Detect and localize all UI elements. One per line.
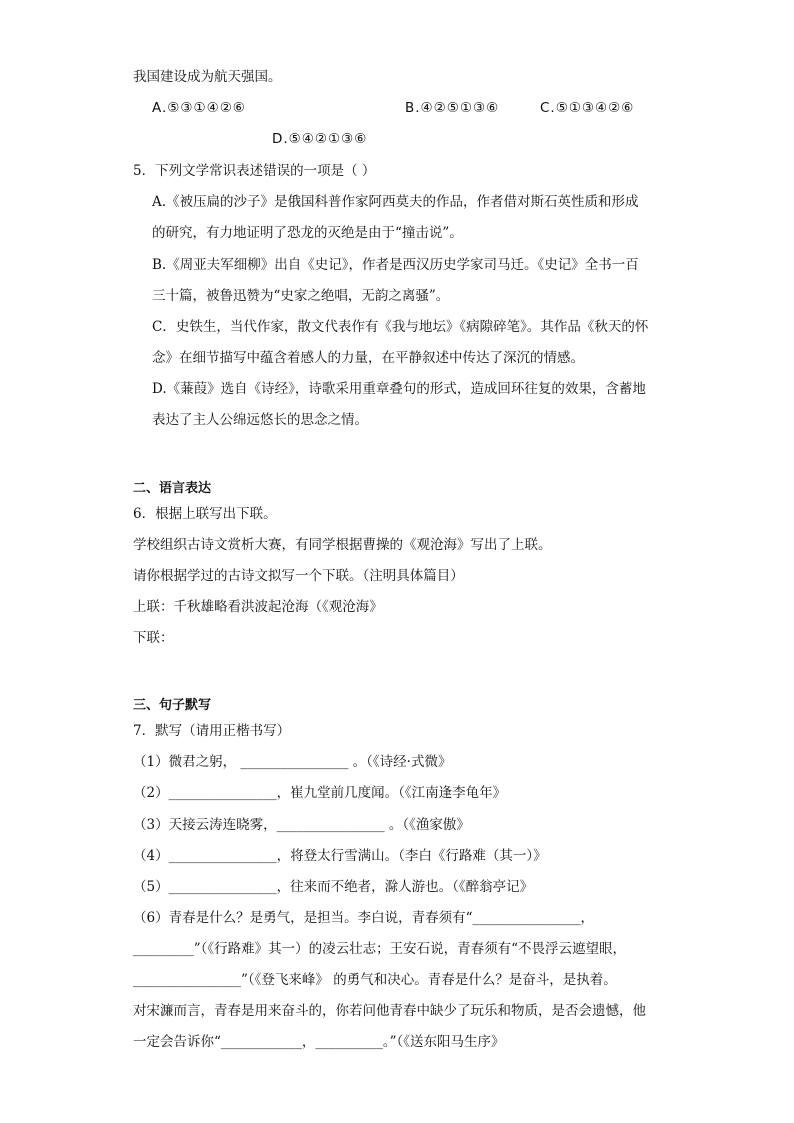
q7-item-2: （2）________________，崔九堂前几度闻。（《江南逢李龟年》	[133, 785, 507, 801]
q7-item-5: （5）________________，往来而不绝者，滁人游也。（《醉翁亭记》	[133, 879, 534, 895]
q5-option-b-line1: B.《周亚夫军细柳》出自《史记》，作者是西汉历史学家司马迁。《史记》全书一百	[152, 257, 639, 273]
q6-stem: 6．根据上联写出下联。	[133, 506, 277, 522]
q4-option-c: C.⑤①③④②⑥	[540, 100, 635, 116]
section3-title: 三、句子默写	[133, 698, 212, 713]
q7-stem: 7．默写（请用正楷书写）	[133, 723, 291, 739]
q6-line2: 请你根据学过的古诗文拟写一个下联。（注明具体篇目）	[133, 568, 464, 584]
q4-option-d: D.⑤④②①③⑥	[272, 131, 368, 147]
q4-option-a: A.⑤③①④②⑥	[152, 100, 246, 116]
q7-item-1: （1）微君之躬， ________________ 。（《诗经·式微》	[133, 754, 452, 770]
q5-option-a-line1: A.《被压扁的沙子》是俄国科普作家阿西莫夫的作品，作者借对斯石英性质和形成	[152, 194, 639, 210]
q7-item-4: （4）________________，将登太行雪满山。（李白《行路难（其一）》	[133, 848, 547, 864]
q6-lower-couplet: 下联：	[133, 630, 174, 646]
q7-item-6-line2: _________”（《行路难》其一）的凌云壮志；王安石说，青春须有“不畏浮云遮望眼，	[133, 941, 627, 957]
q5-option-c-line2: 念》在细节描写中蕴含着感人的力量，在平静叙述中传达了深沉的情感。	[152, 350, 584, 366]
q5-option-a-line2: 的研究，有力地证明了恐龙的灭绝是由于“撞击说”。	[152, 225, 463, 241]
q5-option-d-line1: D.《蒹葭》选自《诗经》，诗歌采用重章叠句的形式，造成回环往复的效果，含蓄地	[152, 381, 646, 397]
q5-stem: 5．下列文学常识表述错误的一项是（ ）	[133, 163, 376, 179]
q6-upper-couplet: 上联：千秋雄略看洪波起沧海（《观沧海》	[133, 599, 383, 615]
q7-item-3: （3）天接云涛连晓雾，________________ 。（《渔家傲》	[133, 817, 470, 833]
section2-title: 二、语言表达	[133, 481, 212, 496]
q7-item-6-line5: 一定会告诉你“____________，__________。”（《送东阳马生序》	[133, 1034, 505, 1050]
q7-item-6-line4: 对宋濂而言，青春是用来奋斗的，你若问他青春中缺少了玩乐和物质，是否会遗憾，他	[133, 1003, 646, 1019]
q7-item-6-line3: ________________”（《登飞来峰》 的勇气和决心。青春是什么？是奋斗，是执着。	[133, 972, 617, 988]
q6-line1: 学校组织古诗文赏析大赛，有同学根据曹操的《观沧海》写出了上联。	[133, 537, 552, 553]
q5-option-c-line1: C．史铁生，当代作家，散文代表作有《我与地坛》《病隙碎笔》。其作品《秋天的怀	[152, 319, 649, 335]
q7-item-6-line1: （6）青春是什么？是勇气，是担当。李白说，青春须有“________________，	[133, 910, 594, 926]
q5-option-b-line2: 三十篇，被鲁迅赞为“史家之绝唱，无韵之离骚”。	[152, 288, 450, 304]
q4-option-b: B.④②⑤①③⑥	[405, 100, 500, 116]
q5-option-d-line2: 表达了主人公绵远悠长的思念之情。	[152, 412, 368, 428]
intro-tail-text: 我国建设成为航天强国。	[133, 69, 282, 85]
